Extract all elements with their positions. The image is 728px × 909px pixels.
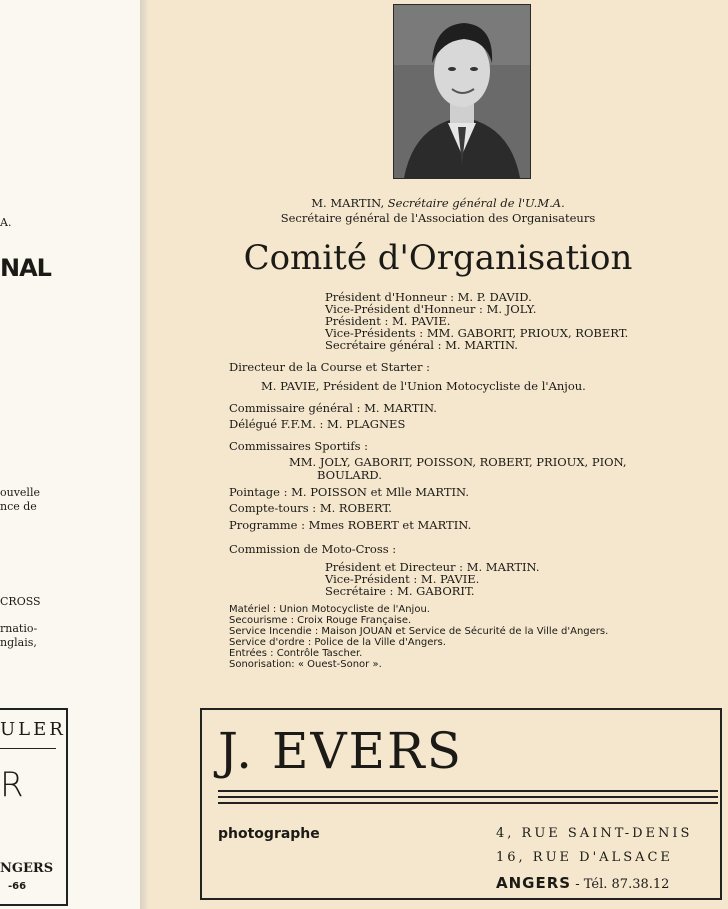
ad-rule-2 [218,796,718,798]
left-ad-uler: ULER [0,719,66,740]
honor-line-5: Secrétaire général : M. MARTIN. [325,338,518,352]
page-gutter [140,0,148,909]
ad-profession: photographe [218,826,320,842]
left-page [0,0,140,909]
honor-line-1: Président d'Honneur : M. P. DAVID. [325,290,532,304]
directeur-value: M. PAVIE, Président de l'Union Motocycliste de l'Anjou. [261,379,586,393]
honor-line-3: Président : M. PAVIE. [325,314,451,328]
commissaires-label: Commissaires Sportifs : [229,439,369,453]
portrait-photo [393,4,531,179]
photo-caption-line2: Secrétaire général de l'Association des Organisateurs [280,211,596,225]
left-ad-rule [0,748,56,749]
caption-name: M. MARTIN, [311,196,385,210]
service-entrees: Entrées : Contrôle Tascher. [229,648,363,659]
portrait-illustration [394,5,530,178]
left-fragment-rnatio: rnatio- [0,622,38,635]
left-ad-phone: -66 [8,881,27,892]
directeur-label: Directeur de la Course et Starter : [229,360,431,374]
photo-caption-line1 [148,196,728,210]
commissaire-general: Commissaire général : M. MARTIN. [229,401,437,415]
caption-role: Secrétaire général de l'U.M.A. [387,196,565,210]
commission-label: Commission de Moto-Cross : [229,542,397,556]
left-fragment-nce-de: nce de [0,500,37,513]
left-fragment-ouvelle: ouvelle [0,486,40,499]
ad-name: J. EVERS [218,722,463,780]
left-fragment-a: A. [0,216,12,229]
left-ad-ngers: NGERS [0,861,54,876]
commissaires-line-1: MM. JOLY, GABORIT, POISSON, ROBERT, PRIOUX, PION, [289,455,627,469]
commissaires-line-2: BOULARD. [317,468,382,482]
service-materiel: Matériel : Union Motocycliste de l'Anjou. [229,604,430,615]
left-ad-box [0,708,68,906]
left-ad-r: R [0,765,24,805]
commission-line-1: Président et Directeur : M. MARTIN. [325,560,540,574]
left-fragment-nal: NAL [0,254,51,282]
service-ordre: Service d'ordre : Police de la Ville d'Angers. [229,637,446,648]
honor-line-4: Vice-Présidents : MM. GABORIT, PRIOUX, ROBERT. [325,326,629,340]
service-sonorisation: Sonorisation: « Ouest-Sonor ». [229,659,382,670]
page-title: Comité d'Organisation [243,238,633,278]
delegue-ffm: Délégué F.F.M. : M. PLAGNES [229,417,406,431]
honor-line-2: Vice-Président d'Honneur : M. JOLY. [325,302,537,316]
ad-rule-1 [218,790,718,792]
programme: Programme : Mmes ROBERT et MARTIN. [229,518,472,532]
service-incendie: Service Incendie : Maison JOUAN et Service de Sécurité de la Ville d'Angers. [229,626,609,637]
ad-city-line [496,874,669,892]
ad-address-2: 16, RUE D'ALSACE [496,850,673,865]
compte-tours: Compte-tours : M. ROBERT. [229,501,392,515]
left-fragment-cross: CROSS [0,595,41,608]
commission-line-3: Secrétaire : M. GABORIT. [325,584,475,598]
pointage: Pointage : M. POISSON et Mlle MARTIN. [229,485,470,499]
ad-phone: - Tél. 87.38.12 [575,877,670,892]
service-secourisme: Secourisme : Croix Rouge Française. [229,615,412,626]
commission-line-2: Vice-Président : M. PAVIE. [325,572,480,586]
ad-address-1: 4, RUE SAINT-DENIS [496,826,693,841]
ad-city: ANGERS [496,874,572,892]
advertisement-box [200,708,722,900]
ad-rule-3 [218,802,718,804]
left-fragment-nglais: nglais, [0,636,37,649]
